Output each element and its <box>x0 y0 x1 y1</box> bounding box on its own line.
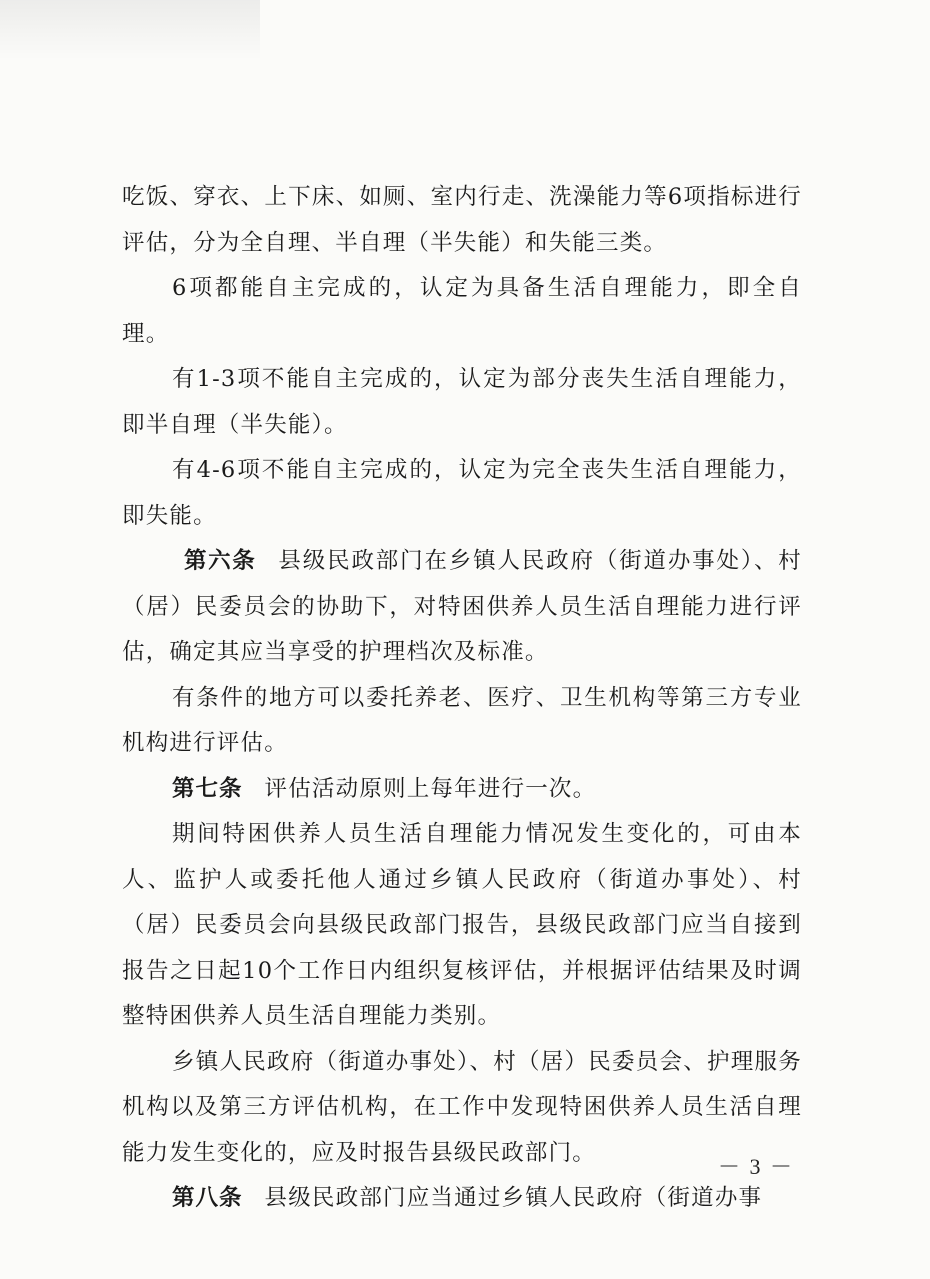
article-6 <box>122 539 802 676</box>
article-8 <box>122 1176 802 1222</box>
article-8-label: 第八条 <box>172 1185 243 1211</box>
paragraph-assessment-indicators: 吃饭、穿衣、上下床、如厕、室内行走、洗澡能力等6项指标进行评估，分为全自理、半自理（半失能）和失能三类。 <box>122 184 802 256</box>
paragraph-change-report: 期间特困供养人员生活自理能力情况发生变化的，可由本人、监护人或委托他人通过乡镇人民政府（街道办事处）、村（居）民委员会向县级民政部门报告，县级民政部门应当自接到报告之日起10个工作日内组织复核评估，并根据评估结果及时调整特困供养人员生活自理能力类别。 <box>122 821 802 1029</box>
document-body <box>122 175 802 1222</box>
paragraph-third-party: 有条件的地方可以委托养老、医疗、卫生机构等第三方专业机构进行评估。 <box>122 684 802 756</box>
article-7-text: 评估活动原则上每年进行一次。 <box>264 775 597 802</box>
paragraph-semi-self-care: 有1-3项不能自主完成的，认定为部分丧失生活自理能力，即半自理（半失能）。 <box>122 366 802 438</box>
paragraph-institution-report: 乡镇人民政府（街道办事处）、村（居）民委员会、护理服务机构以及第三方评估机构，在工作中发现特困供养人员生活自理能力发生变化的，应及时报告县级民政部门。 <box>122 1048 802 1166</box>
article-6-text: 县级民政部门在乡镇人民政府（街道办事处）、村（居）民委员会的协助下，对特困供养人员生活自理能力进行评估，确定其应当享受的护理档次及标准。 <box>122 548 802 665</box>
article-7 <box>122 767 802 813</box>
article-7-label: 第七条 <box>172 775 243 802</box>
article-6-label: 第六条 <box>184 548 257 574</box>
scan-shadow <box>0 0 260 60</box>
paragraph-disabled: 有4-6项不能自主完成的，认定为完全丧失生活自理能力，即失能。 <box>122 457 802 529</box>
paragraph-full-self-care: 6项都能自主完成的，认定为具备生活自理能力，即全自理。 <box>122 275 802 347</box>
page-number: － 3 － <box>718 1154 795 1179</box>
article-8-text: 县级民政部门应当通过乡镇人民政府（街道办事 <box>264 1185 763 1211</box>
